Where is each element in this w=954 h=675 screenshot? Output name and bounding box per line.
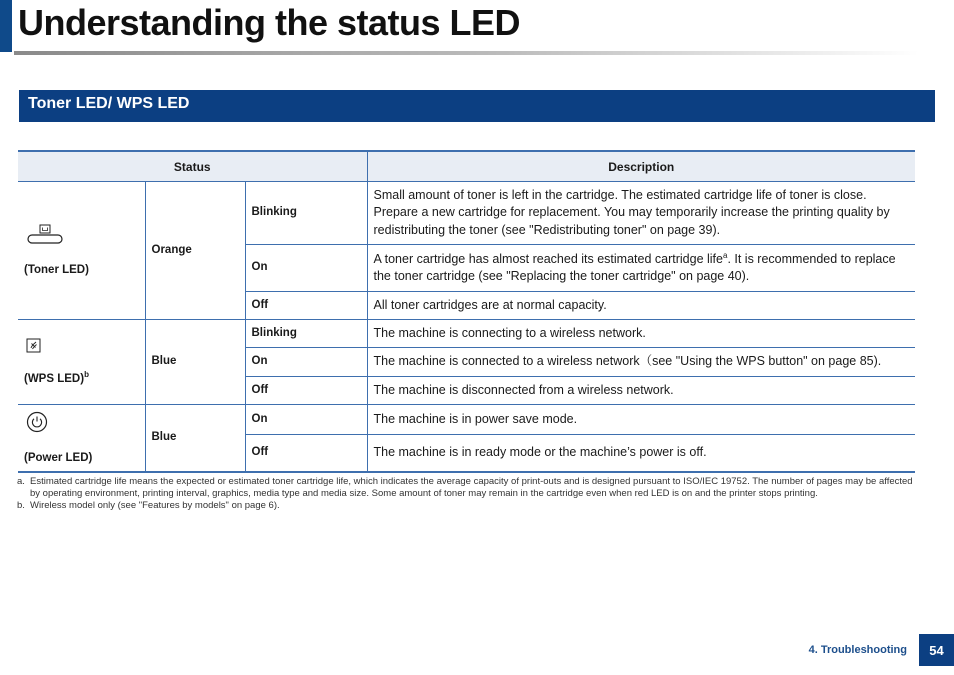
wps-led-label: [24, 369, 89, 385]
table-header-row: [18, 151, 915, 182]
footnote-b: [17, 500, 917, 512]
state-description: The machine is connected to a wireless network（see "Using the WPS button" on page 85).: [367, 348, 915, 377]
footnote-ref-b: b: [84, 369, 89, 379]
state-description: Small amount of toner is left in the cartridge. The estimated cartridge life of toner is close. Prepare a new cartridge for replacement. You may temporarily increase the printing quality by redistributing the toner (see "Redistributing toner" on page 39).: [367, 182, 915, 245]
wps-led-label-text: (WPS LED): [24, 372, 85, 385]
description-text: . It is recommended to replace the toner cartridge (see "Replacing the toner cartridge" on page 40).: [373, 251, 896, 283]
state-label: On: [245, 245, 367, 292]
state-label: On: [245, 348, 367, 377]
table-row: [18, 182, 915, 245]
state-label: On: [245, 405, 367, 435]
section-heading: [19, 90, 935, 122]
section-title: Toner LED/ WPS LED: [28, 95, 190, 112]
footnotes: [17, 476, 917, 513]
state-description: The machine is connecting to a wireless network.: [367, 320, 915, 348]
state-label: Blinking: [245, 320, 367, 348]
table-row: [18, 320, 915, 348]
footer-chapter-link[interactable]: 4. Troubleshooting: [808, 644, 907, 656]
footnote-text: Estimated cartridge life means the expected or estimated toner cartridge life, which indicates the average capacity of print-outs and is designed pursuant to ISO/IEC 19752. The number of pages may be affected by operating environment, printing interval, graphics, media type and media size. Some amount of toner may remain in the cartridge even when red LED is on and the printer stops printing.: [30, 476, 913, 499]
state-label: Off: [245, 292, 367, 320]
state-description: The machine is disconnected from a wireless network.: [367, 377, 915, 405]
accent-bar: [0, 0, 12, 52]
page-title: Understanding the status LED: [18, 2, 521, 43]
power-led-label: (Power LED): [24, 451, 93, 464]
state-label: Off: [245, 434, 367, 472]
header-status: Status: [18, 151, 367, 182]
state-label: Blinking: [245, 182, 367, 245]
page-number: 54: [919, 634, 954, 666]
title-divider: [14, 51, 919, 55]
toner-led-icon: [26, 224, 139, 252]
footnote-mark: b.: [17, 500, 25, 511]
state-description: [367, 245, 915, 292]
state-description: The machine is in ready mode or the machine’s power is off.: [367, 434, 915, 472]
state-description: All toner cartridges are at normal capacity.: [367, 292, 915, 320]
power-led-color: Blue: [145, 405, 245, 473]
power-led-icon: [26, 411, 139, 439]
footnote-a: [17, 476, 917, 499]
description-text: A toner cartridge has almost reached its estimated cartridge life: [373, 251, 723, 266]
footnote-ref-a: a: [722, 250, 728, 260]
toner-led-label: (Toner LED): [24, 264, 89, 276]
status-led-table: [18, 150, 915, 473]
wps-led-cell: [18, 320, 145, 405]
power-led-cell: [18, 405, 145, 473]
footnote-mark: a.: [17, 476, 25, 487]
wps-led-color: Blue: [145, 320, 245, 405]
header-description: Description: [367, 151, 915, 182]
toner-led-cell: [18, 182, 145, 320]
wps-led-icon: [26, 338, 139, 360]
table-row: [18, 405, 915, 435]
footnote-text: Wireless model only (see "Features by models" on page 6).: [30, 500, 280, 511]
toner-led-color: Orange: [145, 182, 245, 320]
state-label: Off: [245, 377, 367, 405]
state-description: The machine is in power save mode.: [367, 405, 915, 435]
